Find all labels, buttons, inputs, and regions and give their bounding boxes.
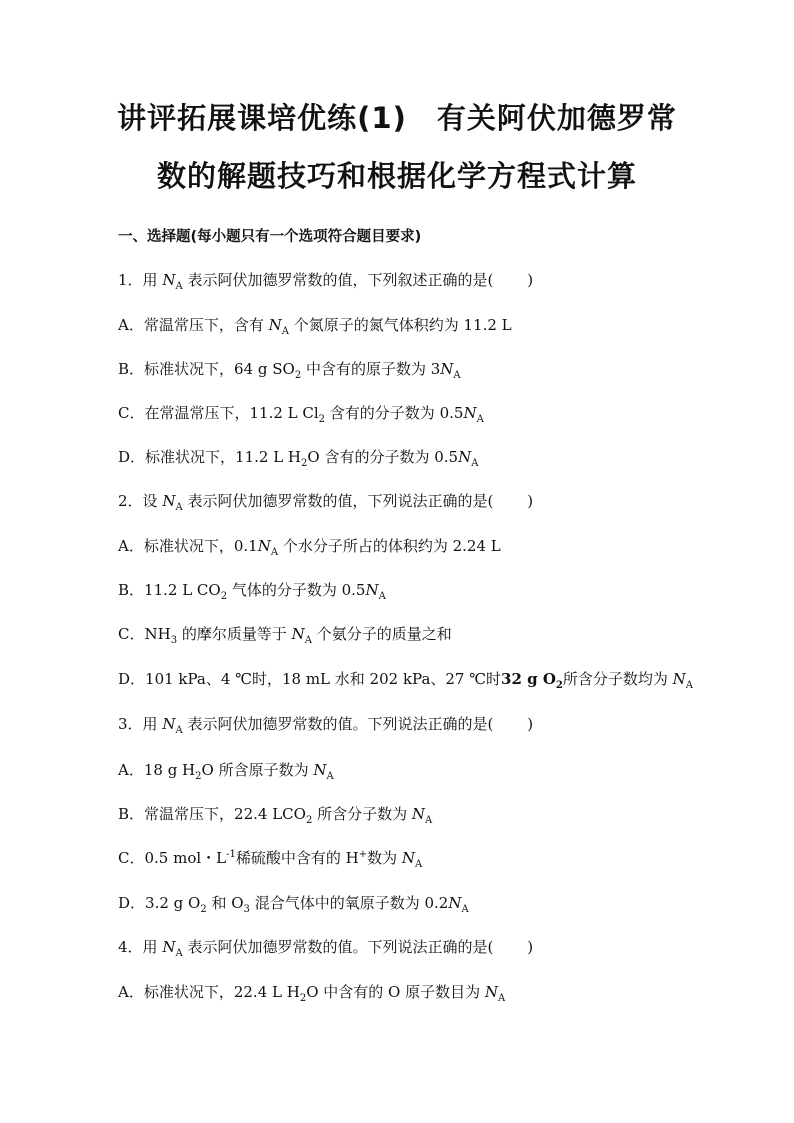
question-2-option-c: C．$NH_3$ 的摩尔质量等于 $N_A$ 个氨分子的质量之和 [118, 625, 452, 646]
section-heading: 一、选择题(每小题只有一个选项符合题目要求) [118, 229, 422, 245]
question-4-option-a: A．标准状况下，22.4 L $H_2O$ 中含有的 O 原子数目为 $N_A$ [118, 983, 506, 1004]
question-4-stem: 4．用 $N_A$ 表示阿伏加德罗常数的值。下列说法正确的是( ) [118, 938, 534, 959]
question-3-stem: 3．用 $N_A$ 表示阿伏加德罗常数的值。下列说法正确的是( ) [118, 715, 534, 736]
page-title-line-1: 讲评拓展课培优练(1) 有关阿伏加德罗常 [117, 101, 677, 135]
page-title-line-2: 数的解题技巧和根据化学方程式计算 [156, 159, 637, 193]
question-2-option-a: A．标准状况下，$0.1N_A$ 个水分子所占的体积约为 2.24 L [118, 537, 501, 558]
question-3-option-d: D．3.2 g $O_2$ 和 $O_3$ 混合气体中的氧原子数为 $0.2N_A$ [118, 894, 469, 915]
question-3-option-b: B．常温常压下，22.4 $LCO_2$ 所含分子数为 $N_A$ [118, 805, 433, 826]
question-1-option-a: A．常温常压下，含有 $N_A$ 个氮原子的氮气体积约为 11.2 L [118, 316, 512, 337]
question-2-option-b: B．11.2 L $CO_2$ 气体的分子数为 $0.5N_A$ [118, 581, 386, 602]
question-1-option-c: C．在常温常压下，11.2 L $Cl_2$ 含有的分子数为 $0.5N_A$ [118, 404, 484, 425]
question-1-stem: 1．用 $N_A$ 表示阿伏加德罗常数的值，下列叙述正确的是( ) [118, 271, 534, 292]
question-1-option-b: B．标准状况下，64 g $SO_2$ 中含有的原子数为 $3N_A$ [118, 360, 461, 381]
question-3-option-c: C．0.5 mol・$L^{-1}$稀硫酸中含有的 H+数为 $N_A$ [118, 849, 423, 870]
question-3-option-a: A．18 g $H_2O$ 所含原子数为 $N_A$ [118, 761, 334, 782]
question-2-option-d: D．101 kPa、4 ℃时，18 mL 水和 202 kPa、27 ℃时32 g $O_2$所含分子数均为 $N_A$ [118, 670, 694, 691]
question-1-option-d: D．标准状况下，11.2 L $H_2O$ 含有的分子数为 $0.5N_A$ [118, 448, 479, 469]
question-2-stem: 2．设 $N_A$ 表示阿伏加德罗常数的值，下列说法正确的是( ) [118, 492, 534, 513]
